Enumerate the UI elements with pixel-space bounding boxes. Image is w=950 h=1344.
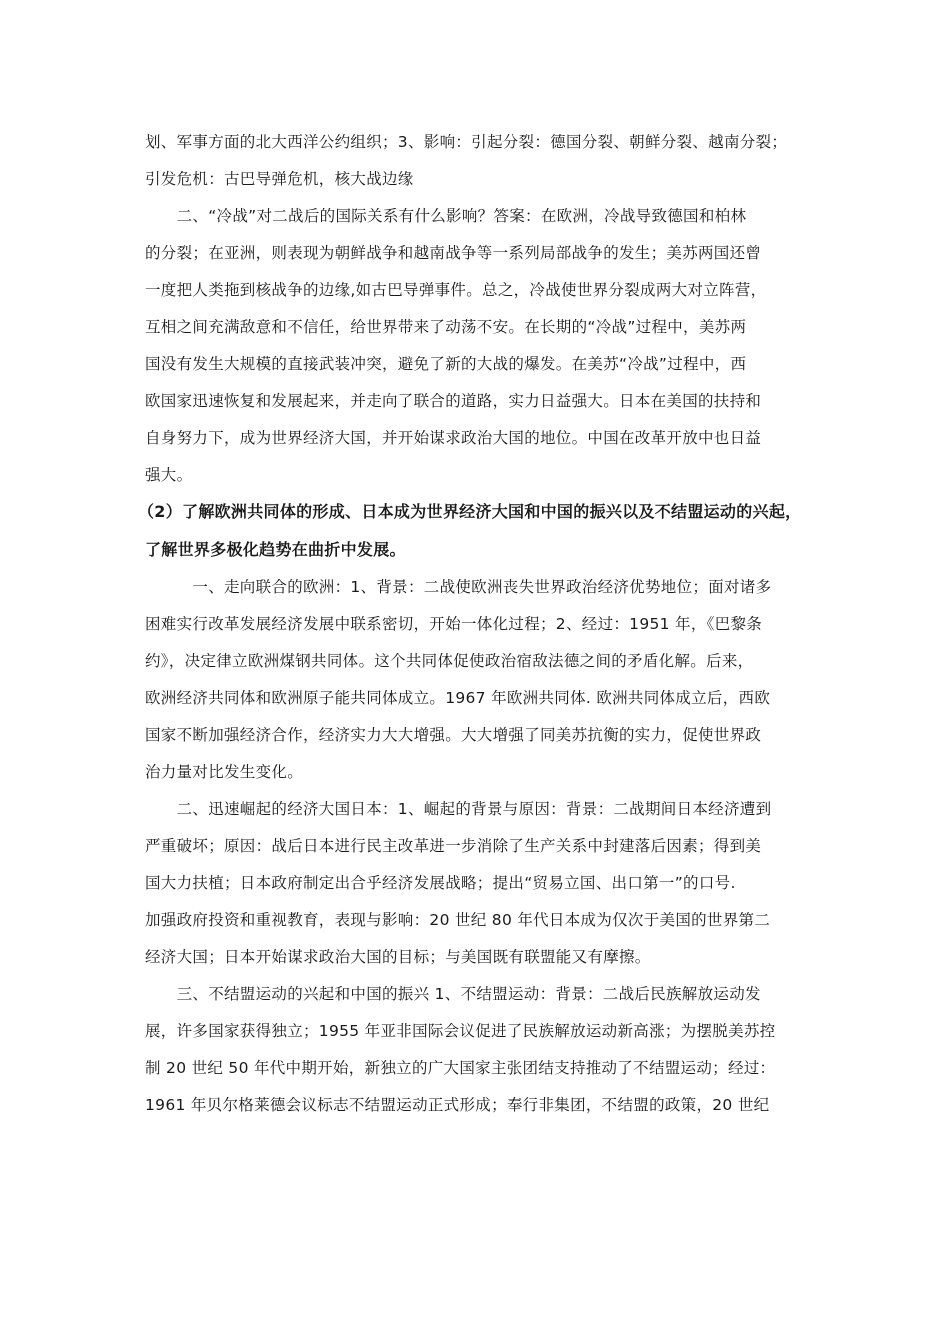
text-line: 1961 年贝尔格莱德会议标志不结盟运动正式形成；奉行非集团，不结盟的政策，20 世纪: [145, 1096, 770, 1114]
text-line: 国没有发生大规模的直接武装冲突，避免了新的大战的爆发。在美苏“冷战”过程中，西: [145, 355, 747, 373]
text-line: 互相之间充满敌意和不信任，给世界带来了动荡不安。在长期的“冷战”过程中，美苏两: [145, 318, 747, 336]
text-line: 约》，决定律立欧洲煤钢共同体。这个共同体促使政治宿敌法德之间的矛盾化解。后来，: [145, 652, 754, 670]
text-line: 引发危机：古巴导弹危机，核大战边缘: [145, 170, 414, 188]
text-line: 困难实行改革发展经济发展中联系密切，开始一体化过程；2、经过：1951 年，《巴黎条: [145, 615, 763, 633]
text-line: 强大。: [145, 466, 193, 484]
text-line: 欧洲经济共同体和欧洲原子能共同体成立。1967 年欧洲共同体. 欧洲共同体成立后，西欧: [145, 689, 771, 707]
text-line: 的分裂；在亚洲，则表现为朝鲜战争和越南战争等一系列局部战争的发生；美苏两国还曾: [145, 244, 762, 262]
text-line: 国大力扶植；日本政府制定出合乎经济发展战略；提出“贸易立国、出口第一”的口号.: [145, 874, 736, 892]
section-heading-line: 了解世界多极化趋势在曲折中发展。: [145, 540, 406, 559]
text-line: 经济大国；日本开始谋求政治大国的目标；与美国既有联盟能又有摩擦。: [145, 948, 651, 966]
text-line: 加强政府投资和重视教育，表现与影响：20 世纪 80 年代日本成为仅次于美国的世界第二: [145, 911, 771, 929]
text-line: 治力量对比发生变化。: [145, 763, 304, 781]
text-line: 国家不断加强经济合作，经济实力大大增强。大大增强了同美苏抗衡的实力，促使世界政: [145, 726, 762, 744]
text-line: 二、“冷战”对二战后的国际关系有什么影响？答案：在欧洲，冷战导致德国和柏林: [145, 207, 747, 225]
text-line: 制 20 世纪 50 年代中期开始，新独立的广大国家主张团结支持推动了不结盟运动；经过：: [145, 1059, 776, 1077]
text-line: 一度把人类拖到核战争的边缘,如古巴导弹事件。总之，冷战使世界分裂成两大对立阵营，: [145, 281, 767, 299]
text-line: 自身努力下，成为世界经济大国，并开始谋求政治大国的地位。中国在改革开放中也日益: [145, 429, 762, 447]
text-line: 展，许多国家获得独立；1955 年亚非国际会议促进了民族解放运动新高涨；为摆脱美苏控: [145, 1022, 776, 1040]
text-line: 欧国家迅速恢复和发展起来，并走向了联合的道路，实力日益强大。日本在美国的扶持和: [145, 392, 762, 410]
section-heading-line: （2）了解欧洲共同体的形成、日本成为世界经济大国和中国的振兴以及不结盟运动的兴起，: [138, 502, 802, 521]
text-line: 严重破坏；原因：战后日本进行民主改革进一步消除了生产关系中封建落后因素；得到美: [145, 837, 762, 855]
text-line: 划、军事方面的北大西洋公约组织；3、影响：引起分裂：德国分裂、朝鲜分裂、越南分裂；: [145, 133, 788, 151]
text-line: 二、迅速崛起的经济大国日本：1、崛起的背景与原因：背景：二战期间日本经济遭到: [145, 800, 772, 818]
text-line: 一、走向联合的欧洲：1、背景：二战使欧洲丧失世界政治经济优势地位；面对诸多: [145, 578, 772, 596]
text-line: 三、不结盟运动的兴起和中国的振兴 1、不结盟运动：背景：二战后民族解放运动发: [145, 985, 761, 1003]
